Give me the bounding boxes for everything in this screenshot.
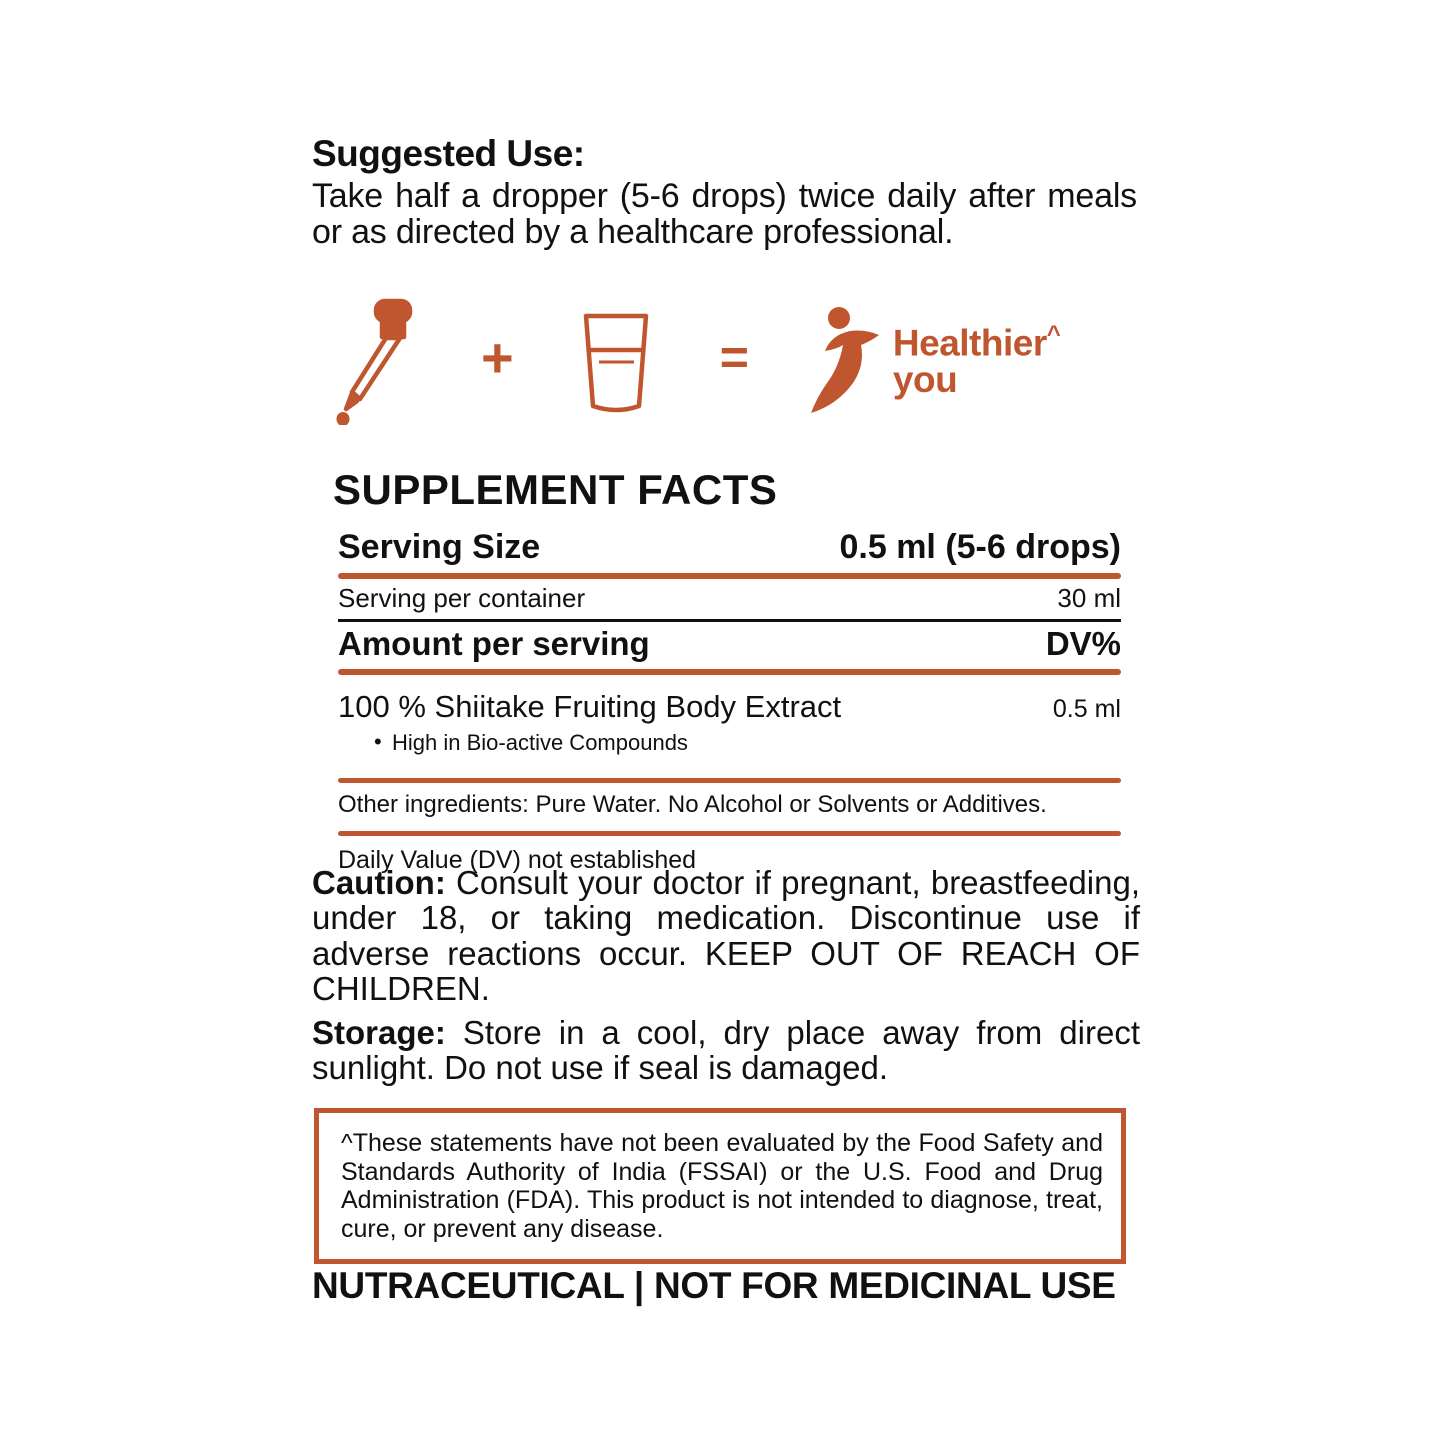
equals-sign: = [719,328,749,385]
supplement-facts-heading: SUPPLEMENT FACTS [333,466,778,513]
water-glass-icon [574,306,658,416]
suggested-use-section [312,135,1137,250]
regulatory-disclaimer-box [314,1108,1126,1264]
footer-note: NUTRACEUTICAL | NOT FOR MEDICINAL USE [312,1265,1116,1306]
ingredient-bullet-list [338,729,1121,758]
plus-sign: + [481,325,514,389]
suggested-use-title: Suggested Use: [312,133,585,174]
table-divider-1 [338,573,1121,579]
other-ingredients-text: Other ingredients: Pure Water. No Alcohol or Solvents or Additives. [338,790,1047,818]
storage-label: Storage: [312,1014,446,1051]
serving-per-container-value: 30 ml [1057,583,1121,613]
caution-text: Consult your doctor if pregnant, breastfeeding, under 18, or taking medication. Discontinue use if adverse reactions occur. KEEP OUT OF REACH OF CHILDREN. [312,864,1140,1007]
table-divider-3 [338,669,1121,675]
ingredient-row [338,689,1121,725]
regulatory-disclaimer-text: ^These statements have not been evaluated by the Food Safety and Standards Authority of India (FSSAI) or the U.S. Food and Drug Administration (FDA). This product is not intended to diagnose, treat, cure, or prevent any disease. [341,1129,1103,1243]
table-divider-2 [338,619,1121,622]
serving-per-container-label: Serving per container [338,583,586,613]
serving-per-container-row [338,583,1121,614]
table-divider-4 [338,778,1121,783]
brand-line2: you [892,359,958,401]
healthier-you-logo [809,305,1060,417]
amount-per-serving-label: Amount per serving [338,625,650,662]
supplement-facts-table [338,528,1121,875]
ingredient-amount: 0.5 ml [1052,695,1121,723]
usage-equation [312,293,1142,428]
serving-size-label: Serving Size [338,528,541,566]
daily-value-note: Daily Value (DV) not established [338,845,697,874]
list-item: • High in Bio-active Compounds [374,729,1121,758]
dropper-icon [330,297,426,425]
table-divider-5 [338,831,1121,836]
serving-size-value: 0.5 ml (5-6 drops) [839,528,1121,566]
suggested-use-text: Take half a dropper (5-6 drops) twice daily after meals or as directed by a healthcare professional. [312,176,1137,251]
brand-line1: Healthier [892,322,1047,364]
storage-text: Store in a cool, dry place away from direct sunlight. Do not use if seal is damaged. [312,1014,1140,1087]
storage-section [312,1015,1140,1086]
brand-superscript: ^ [1046,320,1061,348]
running-figure-icon [809,305,883,417]
brand-wordmark [892,320,1061,401]
caution-label: Caution: [312,864,446,901]
serving-size-row [338,528,1121,567]
caution-section [312,865,1140,1006]
ingredient-name: 100 % Shiitake Fruiting Body Extract [338,689,842,724]
dv-percent-label: DV% [1045,625,1121,662]
amount-per-serving-row [338,625,1121,663]
